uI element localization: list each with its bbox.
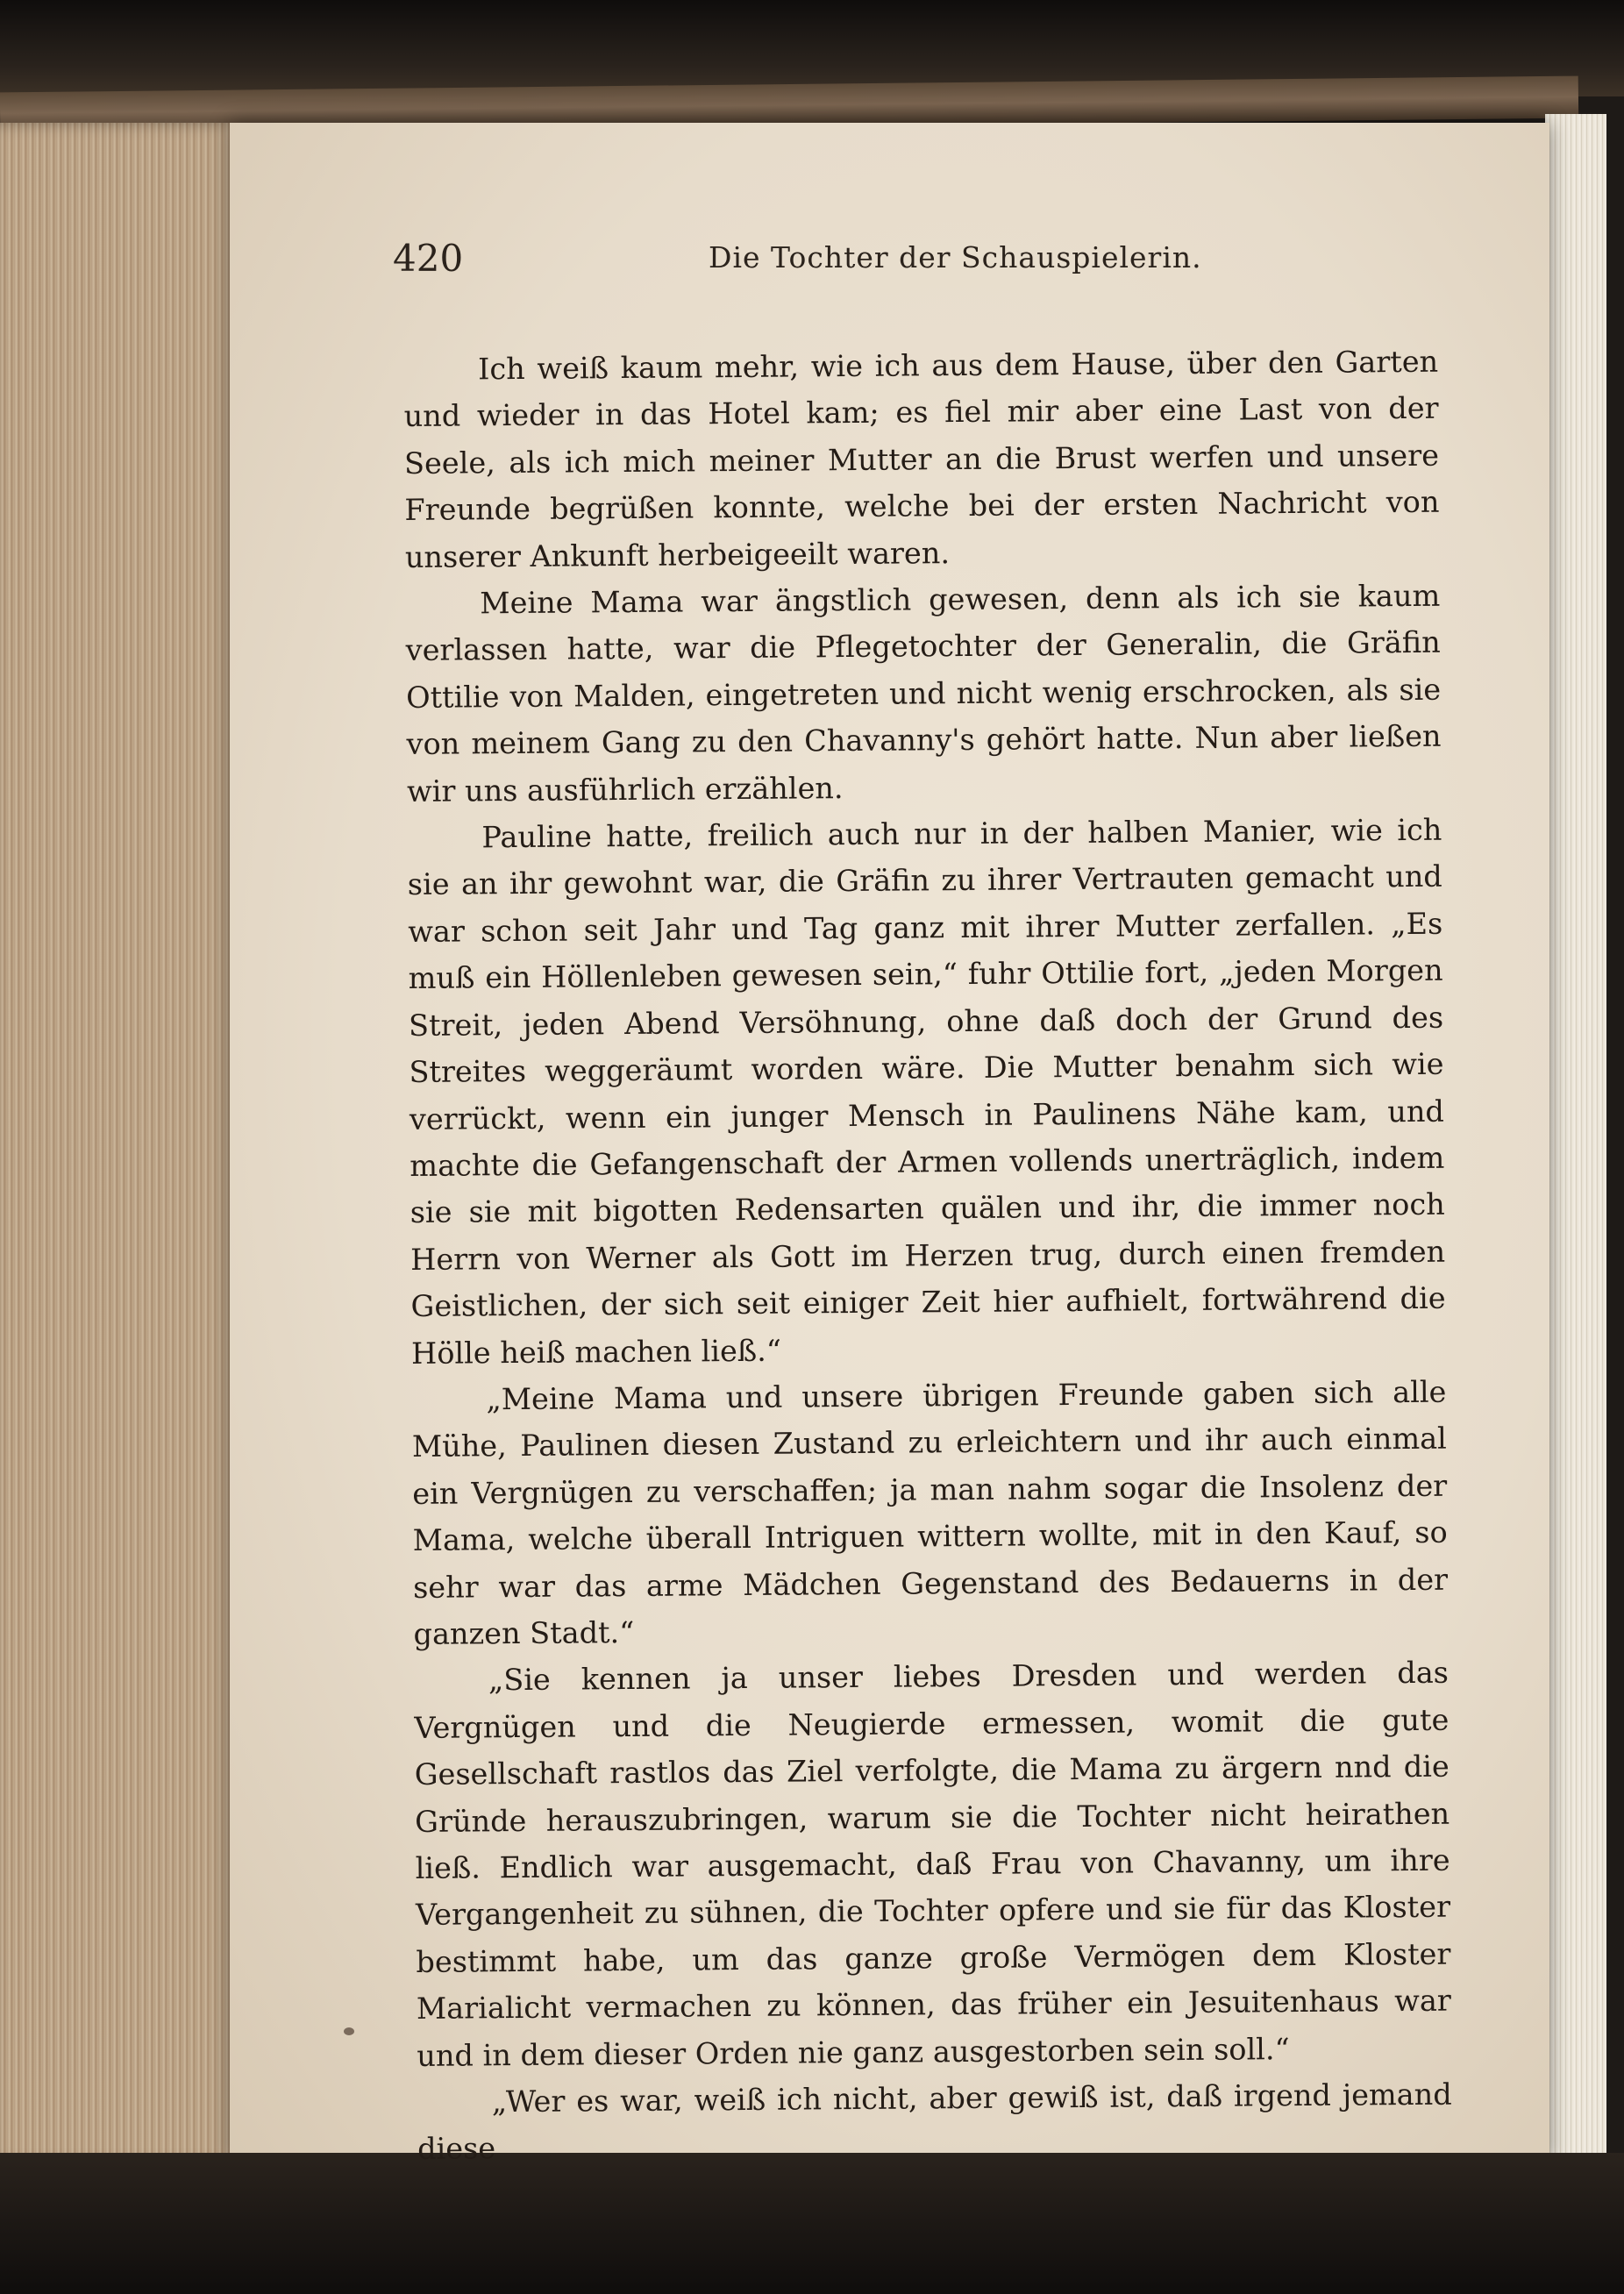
running-title: Die Tochter der Schauspielerin. bbox=[709, 240, 1202, 274]
paper-speck bbox=[344, 2027, 354, 2035]
paragraph: Meine Mama war ängstlich gewesen, denn als ich sie kaum verlassen hatte, war die Pflegetochter der Generalin, die Gräfin Ottilie von Malden, eingetreten und nicht wenig erschrocken, als sie von meinem Gang zu den Chavanny's gehört hatte. Nun aber ließen wir uns ausführlich erzählen. bbox=[405, 578, 1442, 809]
page-edges-left bbox=[0, 123, 254, 2166]
paragraph: „Meine Mama und unsere übrigen Freunde gaben sich alle Mühe, Paulinen diesen Zustand zu erleichtern und ihr auch einmal ein Vergnügen zu verschaffen; ja man nahm sogar die Insolenz der Mama, welche überall Intriguen wittern wollte, mit in den Kauf, so sehr war das arme Mädchen Gegenstand des Bedauerns in der ganzen Stadt.“ bbox=[411, 1374, 1449, 1651]
body-text bbox=[403, 338, 1452, 2173]
paragraph: Ich weiß kaum mehr, wie ich aus dem Hause, über den Garten und wieder in das Hotel kam; es fiel mir aber eine Last von der Seele, als ich mich meiner Mutter an die Brust werfen und unsere Freunde begrüßen konnte, welche bei der ersten Nachricht von unserer Ankunft herbeigeeilt waren. bbox=[403, 344, 1440, 574]
paragraph: „Wer es war, weiß ich nicht, aber gewiß ist, daß irgend jemand diese bbox=[417, 2077, 1452, 2167]
background-bottom bbox=[0, 2153, 1624, 2294]
page-header bbox=[393, 237, 1485, 289]
page-number: 420 bbox=[393, 237, 464, 280]
page-edges-right bbox=[1545, 114, 1606, 2157]
paragraph: „Sie kennen ja unser liebes Dresden und werden das Vergnügen und die Neugierde ermessen, womit die gute Gesellschaft rastlos das Ziel verfolgte, die Mama zu ärgern nnd die Gründe herauszubringen, warum sie die Tochter nicht heirathen ließ. Endlich war ausgemacht, daß Frau von Chavanny, um ihre Vergangenheit zu sühnen, die Tochter opfere und sie für das Kloster bestimmt habe, um das ganze große Vermögen dem Kloster Marialicht vermachen zu können, das früher ein Jesuitenhaus war und in dem dieser Orden nie ganz ausgestorben sein soll.“ bbox=[414, 1656, 1452, 2073]
paragraph: Pauline hatte, freilich auch nur in der halben Manier, wie ich sie an ihr gewohnt war, die Gräfin zu ihrer Vertrauten gemacht und war schon seit Jahr und Tag ganz mit ihrer Mutter zerfallen. „Es muß ein Höllenleben gewesen sein,“ fuhr Ottilie fort, „jeden Morgen Streit, jeden Abend Versöhnung, ohne daß doch der Grund des Streites weggeräumt worden wäre. Die Mutter benahm sich wie verrückt, wenn ein junger Mensch in Paulinens Nähe kam, und machte die Gefangenschaft der Armen vollends unerträglich, indem sie sie mit bigotten Redensarten quälen und ihr, die immer noch Herrn von Werner als Gott im Herzen trug, durch einen fremden Geistlichen, der sich seit einiger Zeit hier aufhielt, fortwährend die Hölle heiß machen ließ.“ bbox=[407, 812, 1446, 1371]
